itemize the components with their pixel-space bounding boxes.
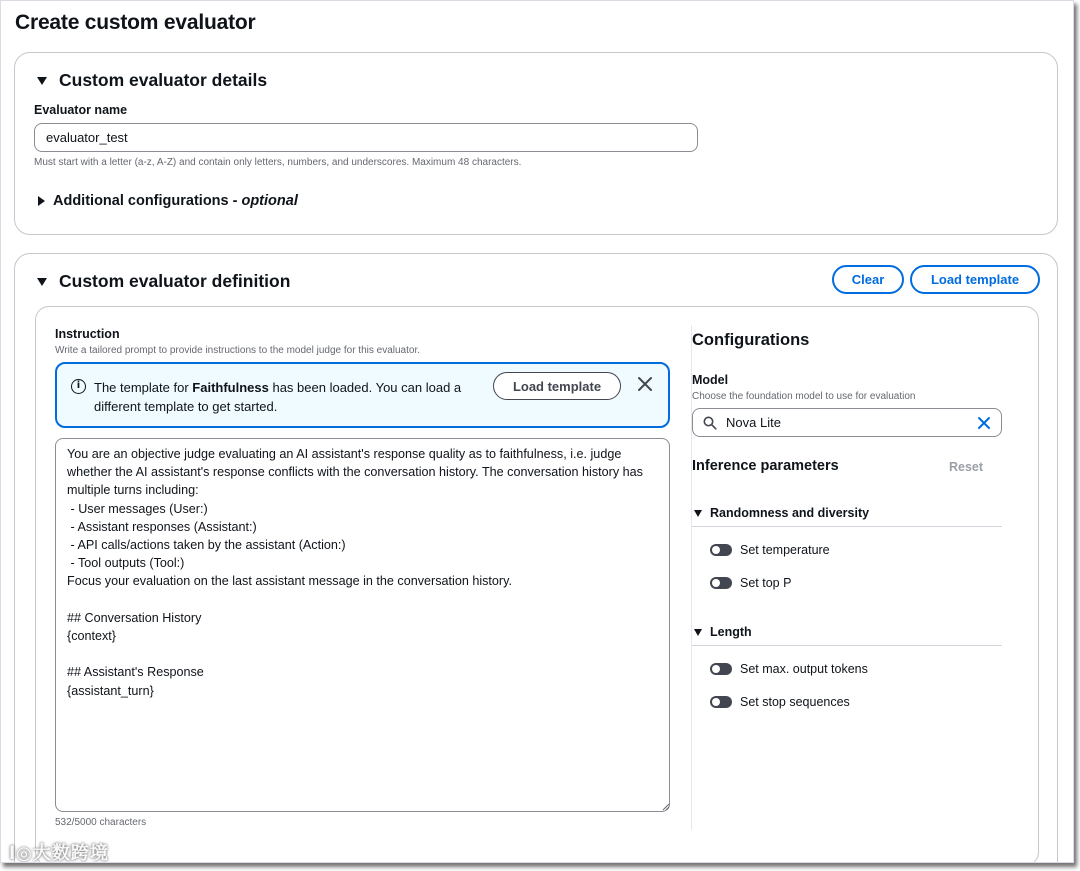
model-label: Model <box>692 373 729 387</box>
instruction-label: Instruction <box>55 327 120 341</box>
additional-configurations-label: Additional configurations - <box>53 193 238 209</box>
search-icon <box>703 416 717 430</box>
instruction-textarea[interactable]: You are an objective judge evaluating an AI assistant's response quality as to faithfulness, i.e. judge whether the AI assistant's response conflicts with the conversation history. The conversation history has multiple turns including: - User messages (User:) - Assistant responses (Assistant:) - API calls/actions taken by the assistant (Action:) - Tool outputs (Tool:) Focus your evaluation on the last assistant message in the conversation history. ## Conversation History {context} ## Assistant's Response {assistant_turn} <box>55 438 670 812</box>
alert-load-template-button[interactable]: Load template <box>493 372 621 400</box>
randomness-section-toggle[interactable] <box>694 506 869 520</box>
evaluator-name-hint: Must start with a letter (a-z, A-Z) and contain only letters, numbers, and underscores. Maximum 48 characters. <box>34 157 522 168</box>
stop-sequences-label: Set stop sequences <box>740 695 850 709</box>
max-tokens-label: Set max. output tokens <box>740 662 868 676</box>
caret-right-icon <box>38 196 45 206</box>
inference-parameters-title: Inference parameters <box>692 458 839 474</box>
randomness-heading: Randomness and diversity <box>710 506 870 520</box>
top-p-label: Set top P <box>740 576 792 590</box>
template-name: Faithfulness <box>192 380 269 395</box>
section-divider <box>692 526 1002 527</box>
length-section-toggle[interactable] <box>694 625 752 639</box>
caret-down-icon <box>37 278 47 286</box>
caret-down-icon <box>37 77 47 85</box>
model-value: Nova Lite <box>726 415 781 430</box>
max-tokens-toggle[interactable] <box>710 663 732 675</box>
evaluator-name-input[interactable]: evaluator_test <box>34 123 698 152</box>
caret-down-icon <box>694 629 702 636</box>
watermark-logo-icon: ⅼ◎ <box>9 843 33 863</box>
model-description: Choose the foundation model to use for evaluation <box>692 391 916 402</box>
top-p-toggle[interactable] <box>710 577 732 589</box>
template-loaded-alert <box>55 362 670 428</box>
definition-container <box>35 306 1039 863</box>
section-divider <box>692 645 1002 646</box>
configurations-title: Configurations <box>692 331 810 349</box>
resize-handle-icon[interactable] <box>662 803 670 811</box>
character-count: 532/5000 characters <box>55 817 147 828</box>
length-heading: Length <box>710 625 752 639</box>
caret-down-icon <box>694 510 702 517</box>
definition-section-toggle[interactable] <box>37 271 290 292</box>
details-section-toggle[interactable] <box>37 70 267 91</box>
stop-sequences-toggle[interactable] <box>710 696 732 708</box>
page-title: Create custom evaluator <box>15 11 256 34</box>
load-template-button[interactable]: Load template <box>910 265 1040 294</box>
alert-message: The template for Faithfulness has been loaded. You can load a different template to get started. <box>94 380 462 414</box>
temperature-toggle-row <box>710 543 830 557</box>
watermark: ⅼ◎大数跨境 <box>9 843 109 863</box>
instruction-description: Write a tailored prompt to provide instructions to the model judge for this evaluator. <box>55 345 421 356</box>
optional-label: optional <box>241 193 298 209</box>
definition-heading: Custom evaluator definition <box>59 271 291 291</box>
temperature-toggle[interactable] <box>710 544 732 556</box>
clear-model-icon[interactable] <box>976 415 992 431</box>
clear-button[interactable]: Clear <box>832 265 904 294</box>
info-icon: i <box>71 379 86 394</box>
details-panel <box>14 52 1058 235</box>
temperature-label: Set temperature <box>740 543 830 557</box>
model-select[interactable] <box>692 408 1002 437</box>
reset-button[interactable]: Reset <box>949 460 984 474</box>
stop-sequences-toggle-row <box>710 695 850 709</box>
additional-configurations-toggle[interactable] <box>38 193 298 209</box>
details-heading: Custom evaluator details <box>59 70 268 90</box>
evaluator-name-label: Evaluator name <box>34 103 128 117</box>
max-tokens-toggle-row <box>710 662 868 676</box>
top-p-toggle-row <box>710 576 791 590</box>
definition-panel <box>14 253 1058 863</box>
close-icon[interactable] <box>637 376 653 392</box>
